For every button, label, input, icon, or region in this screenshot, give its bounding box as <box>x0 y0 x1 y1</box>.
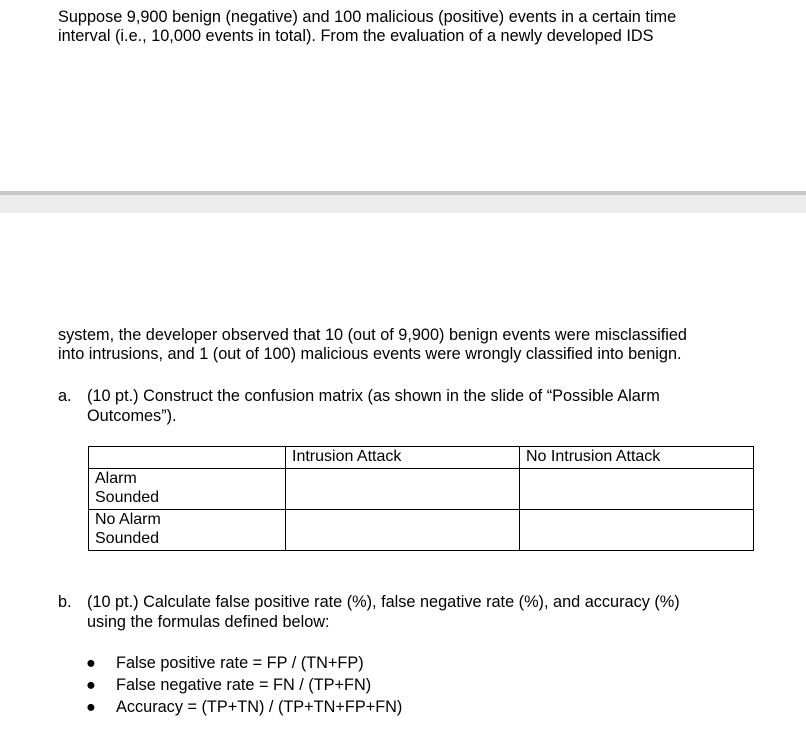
bullet-icon: ● <box>86 676 96 694</box>
question-b-marker: b. <box>58 593 72 611</box>
matrix-cell <box>286 469 520 510</box>
matrix-cell <box>520 510 754 551</box>
matrix-row-no-alarm-sounded <box>89 510 754 551</box>
question-b-line: (10 pt.) Calculate false positive rate (%), false negative rate (%), and accuracy (%) <box>87 593 680 611</box>
formula-item <box>86 674 766 696</box>
intro-paragraph <box>58 8 778 46</box>
continuation-line: into intrusions, and 1 (out of 100) malicious events were wrongly classified into benign. <box>58 345 682 363</box>
intro-line: interval (i.e., 10,000 events in total). From the evaluation of a newly developed IDS <box>58 27 654 45</box>
formula-text: False positive rate = FP / (TN+FP) <box>116 654 364 672</box>
matrix-row-label-line: Sounded <box>95 489 160 506</box>
bullet-icon: ● <box>86 654 96 672</box>
matrix-row-alarm-sounded <box>89 469 754 510</box>
matrix-column-header: Intrusion Attack <box>286 447 520 469</box>
continuation-line: system, the developer observed that 10 (out of 9,900) benign events were misclassified <box>58 326 687 344</box>
question-b-text <box>87 592 767 632</box>
matrix-cell <box>520 469 754 510</box>
confusion-matrix-table <box>88 446 754 551</box>
formula-list <box>86 652 766 718</box>
page-break-divider <box>0 191 806 213</box>
matrix-cell <box>286 510 520 551</box>
question-a-marker: a. <box>58 387 72 405</box>
question-a-line: Outcomes”). <box>87 407 177 425</box>
formula-text: Accuracy = (TP+TN) / (TP+TN+FP+FN) <box>116 698 403 716</box>
continuation-paragraph <box>58 326 778 364</box>
matrix-row-label-line: No Alarm <box>95 511 161 528</box>
question-a-text <box>87 386 767 426</box>
matrix-row-label-line: Sounded <box>95 530 160 547</box>
matrix-row-label-line: Alarm <box>95 470 137 487</box>
matrix-column-header: No Intrusion Attack <box>520 447 754 469</box>
intro-line: Suppose 9,900 benign (negative) and 100 malicious (positive) events in a certain time <box>58 8 677 26</box>
matrix-row-header <box>89 510 286 551</box>
formula-item <box>86 696 766 718</box>
matrix-header-row <box>89 447 754 469</box>
formula-item <box>86 652 766 674</box>
bullet-icon: ● <box>86 698 96 716</box>
matrix-corner-cell <box>89 447 286 469</box>
formula-text: False negative rate = FN / (TP+FN) <box>116 676 372 694</box>
question-a-line: (10 pt.) Construct the confusion matrix (as shown in the slide of “Possible Alarm <box>87 387 660 405</box>
matrix-row-header <box>89 469 286 510</box>
question-b-line: using the formulas defined below: <box>87 613 330 631</box>
